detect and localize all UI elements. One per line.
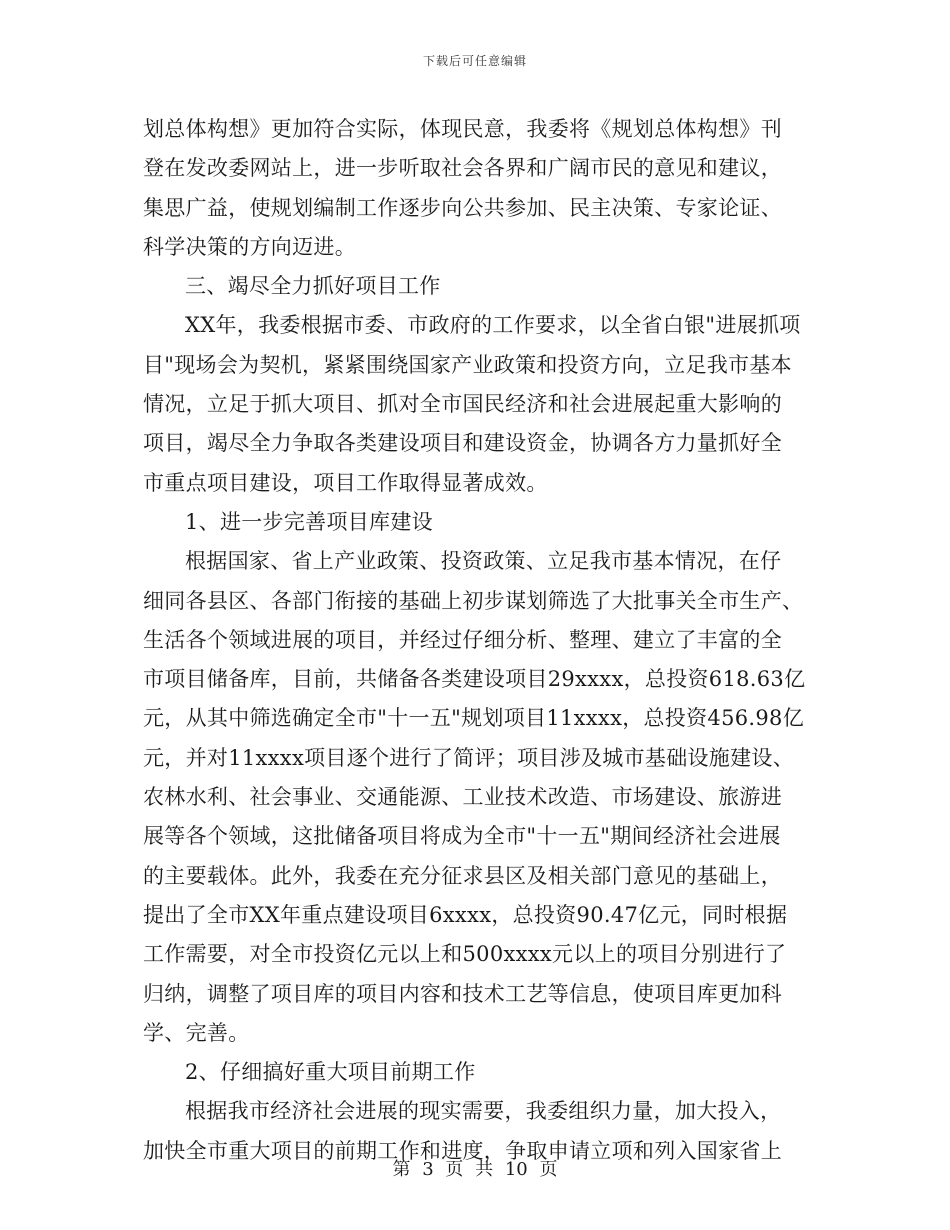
text-line: 情况，立足于抓大项目、抓对全市国民经济和社会进展起重大影响的 [143,392,782,417]
subsection-heading: 1、进一步完善项目库建设 [185,509,433,534]
text-line: 的主要载体。此外，我委在充分征求县区及相关部门意见的基础上， [143,863,782,888]
text-line: 元，从其中筛选确定全市"十一五"规划项目11xxxx，总投资456.98亿 [143,706,804,731]
text-line: 加快全市重大项目的前期工作和进度，争取申请立项和列入国家省上 [143,1138,782,1163]
text-line: 展等各个领域，这批储备项目将成为全市"十一五"期间经济社会进展 [143,824,781,849]
text-line: 生活各个领域进展的项目，并经过仔细分析、整理、建立了丰富的全 [143,627,782,652]
text-line: 科学决策的方向迈进。 [143,234,356,259]
text-line: 细同各县区、各部门衔接的基础上初步谋划筛选了大批事关全市生产、 [143,588,804,613]
text-line: 划总体构想》更加符合实际，体现民意，我委将《规划总体构想》刊 [143,117,782,141]
section-heading: 三、竭尽全力抓好项目工作 [185,274,441,299]
page-number: 第 3 页 共 10 页 [392,1159,558,1180]
text-line: 市项目储备库，目前，共储备各类建设项目29xxxx，总投资618.63亿 [143,667,806,692]
text-line: 根据我市经济社会进展的现实需要，我委组织力量，加大投入， [185,1099,782,1124]
text-line: 登在发改委网站上，进一步听取社会各界和广阔市民的意见和建议， [143,156,782,181]
text-line: 农林水利、社会事业、交通能源、工业技术改造、市场建设、旅游进 [143,785,782,810]
text-line: 根据国家、省上产业政策、投资政策、立足我市基本情况，在仔 [185,549,782,574]
text-line: 项目，竭尽全力争取各类建设项目和建设资金，协调各方力量抓好全 [143,431,782,456]
text-line: XX年，我委根据市委、市政府的工作要求，以全省白银"进展抓项 [185,313,801,338]
document-body [143,110,808,1171]
subsection-heading: 2、仔细搞好重大项目前期工作 [185,1060,476,1085]
text-line: 集思广益，使规划编制工作逐步向公共参加、民主决策、专家论证、 [143,195,782,220]
text-line: 市重点项目建设，项目工作取得显著成效。 [143,470,548,495]
text-line: 提出了全市XX年重点建设项目6xxxx，总投资90.47亿元，同时根据 [143,902,788,927]
text-line: 目"现场会为契机，紧紧围绕国家产业政策和投资方向，立足我市基本 [143,352,792,377]
page-header: 下载后可任意编辑 [422,54,527,68]
text-line: 工作需要，对全市投资亿元以上和500xxxx元以上的项目分别进行了 [143,942,787,967]
text-line: 元，并对11xxxx项目逐个进行了简评；项目涉及城市基础设施建设、 [143,745,794,770]
text-line: 归纳，调整了项目库的项目内容和技术工艺等信息，使项目库更加科 [143,981,782,1006]
text-line: 学、完善。 [143,1020,250,1045]
